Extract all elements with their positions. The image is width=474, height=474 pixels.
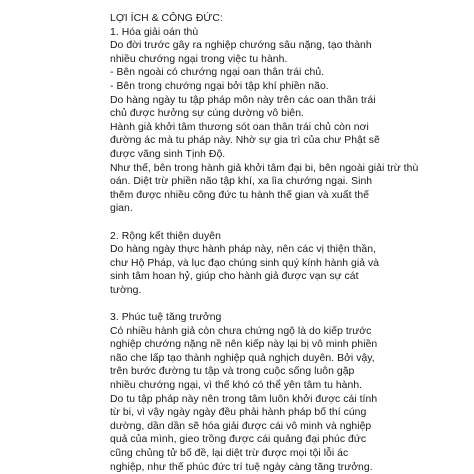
section1-heading: 1. Hóa giải oán thù (110, 26, 199, 38)
section1-line: Do hàng ngày tu tập pháp môn này trên các oan thân trái (110, 94, 376, 106)
section1-line: Hành giả khởi tâm thương sót oan thân trái chủ còn nơi (110, 121, 369, 133)
section1-line: Do đời trước gây ra nghiệp chướng sâu nặng, tạo thành (110, 40, 372, 52)
section1-line: thêm được nhiều công đức tu hành thế gian và xuất thế (110, 189, 370, 201)
section1-line: - Bên ngoài có chướng ngại oan thân trái chủ. (110, 67, 325, 79)
section1-line: - Bên trong chướng ngại bởi tập khí phiền não. (110, 80, 329, 92)
section3-line: nghiệp, như thế phúc đức trí tuệ ngày càng tăng trưởng. (110, 461, 373, 473)
section3-line: trên bước đường tu tập và trong cuộc sống luôn gặp (110, 366, 355, 378)
section1-line: oán. Diệt trừ phiền não tập khí, xa lìa chướng ngại. Sinh (110, 176, 373, 188)
section2-line: sinh tâm hoan hỷ, giúp cho hành giả được vạn sự cát (110, 271, 359, 283)
section3-line: nghiệp chướng nặng nề nên kiếp này lại bị vô minh phiền (110, 339, 378, 351)
section2-line: Do hàng ngày thực hành pháp này, nên các vị thiện thần, (110, 244, 377, 256)
section3-line: nhiều chướng ngại, vì thế khó có thể yên tâm tu hành. (110, 380, 363, 392)
section2-heading: 2. Rộng kết thiện duyên (110, 230, 221, 242)
section3-line: Do tu tập pháp này nên trong tâm luôn khởi được cái tính (110, 393, 378, 405)
section-spacer (110, 216, 454, 230)
section3-line: dường, dần dần sẽ hóa giải được cái vô minh và nghiệp (110, 420, 372, 432)
document-title: LỢI ÍCH & CÔNG ĐỨC: (110, 13, 223, 24)
section-spacer (110, 297, 454, 311)
section1-line: Như thế, bên trong hành giả khởi tâm đại bi, bên ngoài giải trừ thù (110, 162, 419, 174)
section3-heading: 3. Phúc tuệ tăng trưởng (110, 312, 222, 324)
section3-line: từ bi, vì vậy ngày ngày đều phải hành pháp bố thí cúng (110, 407, 367, 419)
section2-line: chư Hộ Pháp, và lục đạo chúng sinh quý kính hành giả và (110, 257, 380, 269)
section3-line: cũng chủng tử bố đề, lại diệt trừ được mọi tội lỗi ác (110, 448, 349, 459)
section1-line: đường ác mà tu pháp này. Nhờ sự gia trì của chư Phật sẽ (110, 135, 380, 147)
section1-line: được vãng sinh Tịnh Độ. (110, 148, 226, 160)
section1-line: gian. (110, 203, 133, 215)
section1-line: chủ được hưởng sự cúng dường vô biên. (110, 108, 304, 120)
section3-line: quả của mình, gieo trồng được cái quảng đại phúc đức (110, 434, 367, 446)
section3-line: Có nhiều hành giả còn chưa chứng ngộ là do kiếp trước (110, 325, 372, 337)
section1-line: nhiều chướng ngại trong việc tu hành. (110, 53, 288, 65)
section2-line: tường. (110, 284, 142, 296)
section3-line: não che lấp tạo thành nghiệp quả nghịch duyên. Bởi vậy, (110, 352, 375, 364)
